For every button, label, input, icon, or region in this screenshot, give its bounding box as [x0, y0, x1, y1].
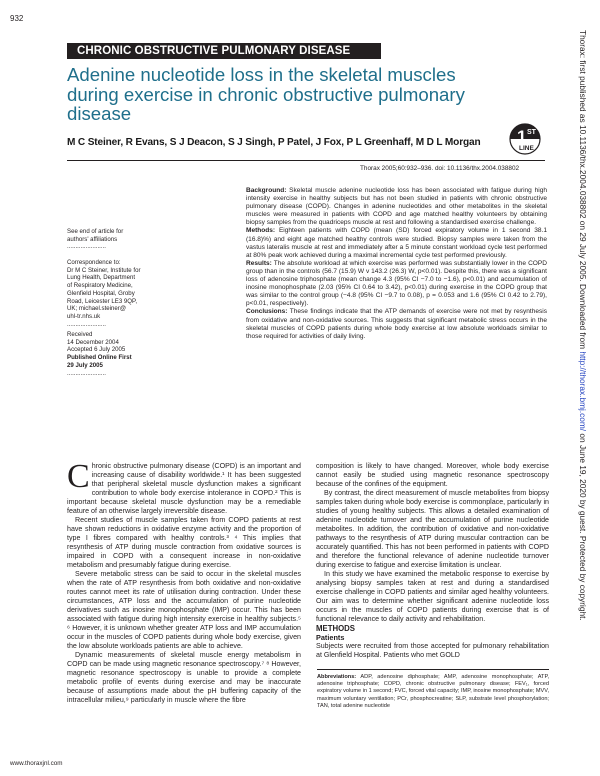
abstract-conclusions: These findings indicate that the ATP demands of exercise were not met by resynthesis from oxidative and non-oxidative sources. This suggests that significant metabolic stress occurs in the skeletal muscles of COPD patients during whole body exercise at low absolute workloads similar to those required for activities of daily living.	[246, 308, 547, 340]
correspondence-line: Glenfield Hospital, Groby	[67, 289, 135, 297]
dates-note	[67, 331, 167, 377]
published-date: 29 July 2005	[67, 361, 103, 369]
first-line-logo-icon	[507, 121, 543, 157]
see-end-line-1: See end of article for	[67, 228, 124, 235]
correspondence-note	[67, 259, 167, 328]
body-paragraph: Dynamic measurements of skeletal muscle energy metabolism in COPD can be made using magnetic resonance spectroscopy.⁷ ⁸ However, magnetic resonance spectroscopy is unable to provide a complete metabolic profile of events during exercise and may be inaccurate because of assumptions made about the pH buffering capacity of the intracellular milieu,⁹ particularly in muscle where the fibre	[67, 651, 301, 705]
paragraph-text: hronic obstructive pulmonary disease (COPD) is an important and increasing cause of disability worldwide.¹ It has been suggested that peripheral skeletal muscle dysfunction makes a significant contribution to whole body exercise intolerance in COPD.² This is important because skeletal muscle dysfunction may be a remediable feature of an otherwise largely irreversible disease.	[67, 462, 301, 516]
logo-number: 1	[517, 127, 527, 146]
abbreviations-label: Abbreviations:	[317, 674, 357, 680]
received-label: Received	[67, 331, 93, 338]
abstract	[246, 187, 547, 341]
correspondence-line: Road, Leicester LE3 9QP,	[67, 297, 138, 305]
correspondence-line: UK; michael.steiner@	[67, 305, 127, 313]
section-banner: CHRONIC OBSTRUCTIVE PULMONARY DISEASE	[67, 43, 381, 59]
journal-url-footer: www.thoraxjnl.com	[10, 760, 63, 767]
page-number: 932	[10, 14, 24, 23]
abstract-results-label: Results:	[246, 259, 272, 267]
drop-cap: C	[67, 458, 90, 495]
see-end-note	[67, 228, 167, 251]
body-paragraph: Recent studies of muscle samples taken from COPD patients at rest have shown reductions in oxidative enzyme activity and the proportion of type I fibres compared with healthy controls.³ ⁴ This implies that resynthesis of ATP during muscle contraction from oxidative sources is impaired in COPD with a consequent increase in non-oxidative metabolism and presumably fatigue during exercise.	[67, 516, 301, 570]
title-line-1: Adenine nucleotide loss in the skeletal muscles	[67, 64, 456, 85]
side-divider: .......................	[67, 320, 106, 328]
abstract-methods-label: Methods:	[246, 227, 276, 235]
abbreviations-box	[317, 669, 549, 710]
correspondence-line: Dr M C Steiner, Institute for	[67, 266, 141, 274]
correspondence-line: Lung Health, Department	[67, 274, 136, 282]
abstract-methods: Eighteen patients with COPD (mean (SD) forced expiratory volume in 1 second 38.1 (16.8)%) and eight age matched healthy controls were studied. Biopsy samples were taken from the vastus lateralis muscle at rest and immediately after a 5 minute constant workload cycle test performed at 80% peak work achieved during a maximal incremental cycle test performed previously.	[246, 227, 547, 259]
body-paragraph: Severe metabolic stress can be said to occur in the skeletal muscles when the rate of ATP resynthesis from both oxidative and non-oxidative routes cannot meet its rate of utilisation during contraction. Under these circumstances, ATP loss and the accumulation of purine nucleotide derivatives such as inosine monophosphate (IMP) occur. This has been associated with fatigue during high intensity exercise in healthy subjects.⁵ ⁶ However, it is unknown whether greater ATP loss and IMP accumulation occur in the muscles of COPD patients during whole body exercise, given the low absolute workloads patients are able to achieve.	[67, 570, 301, 651]
patients-heading: Patients	[316, 633, 345, 643]
accepted-date: Accepted 6 July 2005	[67, 346, 126, 354]
body-paragraph: Subjects were recruited from those accepted for pulmonary rehabilitation at Glenfield Hospital. Patients who met GOLD	[316, 642, 549, 660]
title-line-2: during exercise in chronic obstructive pulmonary	[67, 83, 465, 105]
published-label: Published Online First	[67, 354, 132, 362]
abbreviations-text: ADP, adenosine diphosphate; AMP, adenosine monophosphate; ATP, adenosine triphosphate; COPD, chronic obstructive pulmonary disease; FEV₁, forced expiratory volume in 1 second; FVC, forced vital capacity; IMP, inosine monophosphate; MVV, maximum voluntary ventilation; PCr, phosphocreatine; SLP, substrate level phosphorylation; TAN, total adenine nucleotide	[317, 674, 550, 709]
abstract-background: Skeletal muscle adenine nucleotide loss has been associated with fatigue during high intensity exercise in healthy subjects but has not been studied in patients with chronic obstructive pulmonary disease (COPD). Changes in adenine nucleotides and other metabolites in the skeletal muscles were measured in patients with COPD and age matched healthy volunteers by obtaining biopsy samples from the quadriceps muscle at rest and following a standardised exercise challenge.	[246, 187, 547, 227]
citation: Thorax 2005;60:932–936. doi: 10.1136/thx.2004.038802	[360, 165, 520, 172]
intro-paragraph	[67, 458, 301, 516]
abstract-conclusions-label: Conclusions:	[246, 308, 288, 316]
article-title	[67, 65, 537, 124]
received-date: 14 December 2004	[67, 338, 119, 346]
author-list: M C Steiner, R Evans, S J Deacon, S J Singh, P Patel, J Fox, P L Greenhaff, M D L Morgan	[67, 137, 481, 148]
header-rule	[67, 160, 545, 161]
body-column-left	[67, 458, 301, 705]
body-column-right	[316, 462, 549, 660]
methods-heading: METHODS	[316, 624, 355, 634]
see-end-line-2: authors' affiliations	[67, 235, 118, 243]
abstract-results: The absolute workload at which exercise was performed was substantially lower in the COPD group than in the controls (56.7 (15.9) W v 143.2 (26.3) W, p<0.01). Despite this, there was a significant loss of adenosine triphosphate (mean change 4.3 (95% CI −7.0 to −1.6), p<0.01) and accumulation of inosine monophosphate (2.03 (95% CI 0.64 to 3.42), p<0.01) during exercise in the COPD group that was similar to the control group (−4.8 (95% CI −9.7 to 0.08), p = 0.053 and 1.6 (95% CI 0.42 to 2.79), p<0.01, respectively).	[246, 259, 547, 308]
title-line-3: disease	[67, 103, 132, 124]
correspondence-line: uhl-tr.nhs.uk	[67, 312, 101, 320]
correspondence-line: Correspondence to:	[67, 259, 121, 266]
body-paragraph: In this study we have examined the metabolic response to exercise by analysing biopsy samples taken at rest and during a standardised exercise challenge in COPD patients and similar aged healthy volunteers. Our aim was to determine whether significant adenine nucleotide loss occurs in the muscles of COPD patients during exercise that is of functional relevance to daily activity and rehabilitation.	[316, 570, 549, 624]
side-divider: .......................	[67, 243, 106, 251]
side-divider: .......................	[67, 369, 106, 377]
logo-sup: ST	[527, 129, 536, 136]
thorax-link[interactable]: http://thorax.bmj.com/	[578, 351, 588, 432]
download-notice	[578, 30, 588, 621]
notice-text-after: on June 19, 2020 by guest. Protected by copyright.	[578, 431, 588, 621]
abstract-background-label: Background:	[246, 187, 287, 194]
correspondence-line: of Respiratory Medicine,	[67, 282, 133, 290]
download-notice-strip	[572, 30, 592, 760]
logo-sub: LINE	[519, 145, 534, 152]
body-paragraph: By contrast, the direct measurement of muscle metabolites from biopsy samples taken during whole body exercise is commonplace, particularly in studies of young healthy subjects. This allows a detailed examination of adenine nucleotide turnover and the accumulation of purine nucleotide metabolites. In addition, the contribution of oxidative and non-oxidative pathways to the resynthesis of ATP during muscular contraction can be accurately quantified. This has not been performed in patients with COPD and therefore the functional relevance of adenine nucleotide turnover during exercise to fatigue and exercise limitation is unclear.	[316, 489, 549, 570]
body-paragraph: composition is likely to have changed. Moreover, whole body exercise cannot easily be studied using magnetic resonance spectroscopy because of the confines of the equipment.	[316, 462, 549, 489]
notice-text-before: Thorax: first published as 10.1136/thx.2004.038802 on 29 July 2005. Downloaded from	[578, 30, 588, 352]
